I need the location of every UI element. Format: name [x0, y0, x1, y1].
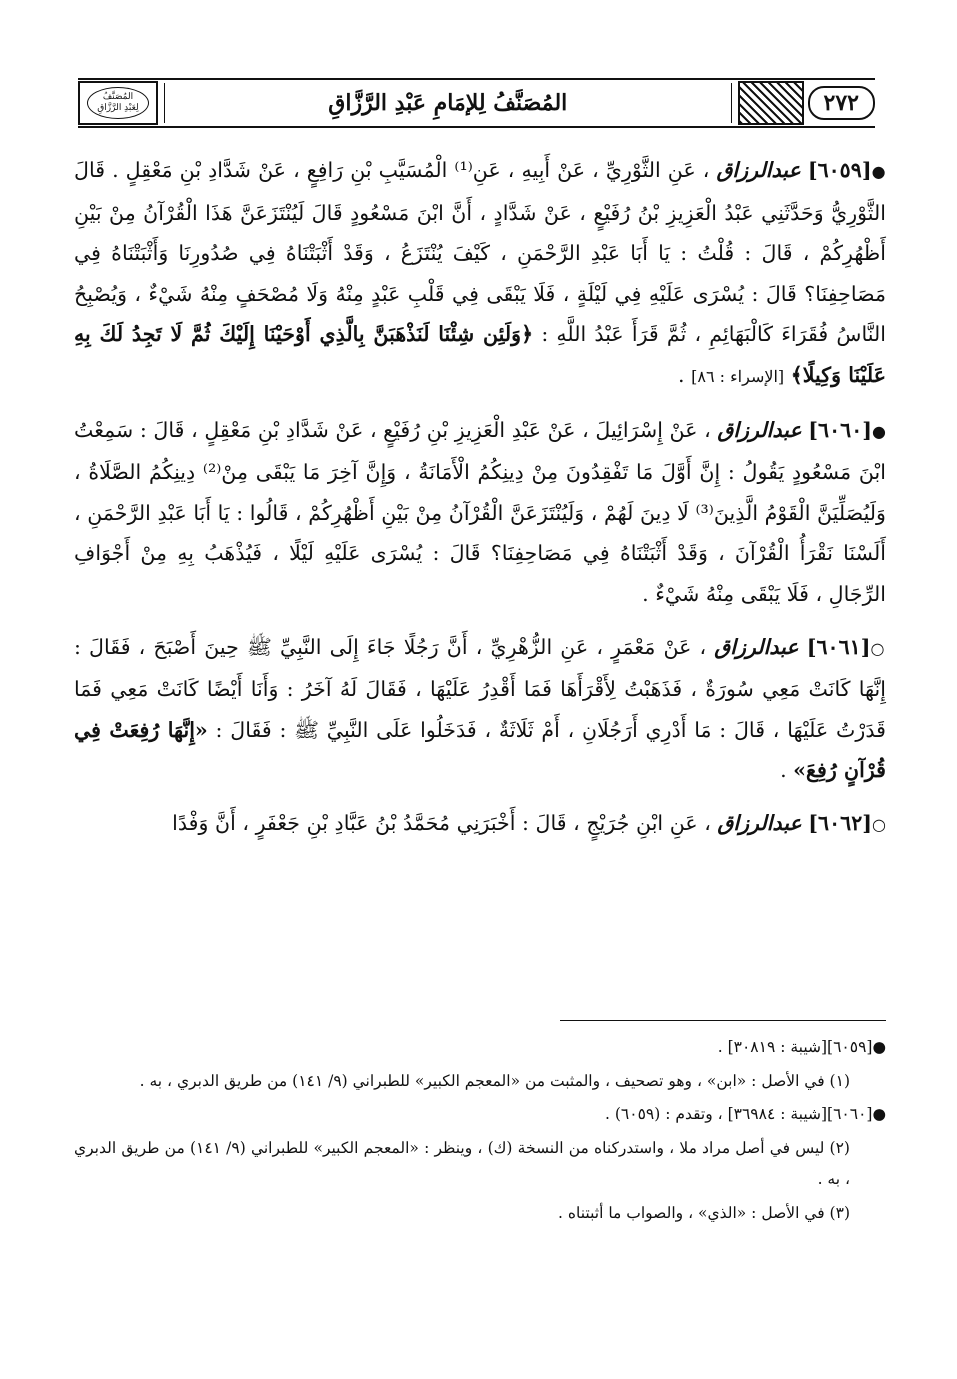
main-text — [74, 150, 886, 858]
arabesque-ornament-icon — [738, 81, 804, 125]
footnote-source-6059: ●[٦٠٥٩][شيبة : ٣٠٨١٩] . — [717, 1038, 886, 1056]
header-title: المُصَنَّفُ لِلإمَامِ عَبْدِ الرَّزَّاقِ — [328, 90, 568, 116]
footnote-2: (٢) ليس في أصل مراد ملا ، واستدركناه من النسخة (ك) ، وينظر : «المعجم الكبير» للطبراني (٩/ ١٤١) من طريق الدبري ، به . — [74, 1138, 850, 1188]
book-seal — [78, 81, 158, 125]
quran-verse: ﴿وَلَئِن شِئْنَا لَنَذْهَبَنَّ بِالَّذِي أَوْحَيْنَا إِلَيْكَ ثُمَّ لَا تَجِدُ لَكَ بِهِ عَلَيْنَا وَكِيلًا﴾ — [74, 322, 886, 387]
narrator-name: عبدالرزاق — [716, 158, 801, 182]
hadith-text: ، عَنِ الثَّوْرِيِّ ، عَنْ أَبِيهِ ، عَنِ⁽¹⁾ الْمُسَيَّبِ بْنِ رَافِعٍ ، عَنْ شَدَّادِ بْنِ مَعْقِلٍ . قَالَ الثَّوْرِيُّ وَحَدَّثَنِي عَبْدُ الْعَزِيزِ بْنُ رُفَيْعٍ ، عَنْ شَدَّادٍ ، أَنَّ ابْنَ مَسْعُودٍ قَالَ لَيُنْتَزَعَنَّ هَذَا الْقُرْآنُ مِنْ بَيْنِ أَظْهُرِكُمْ ، قَالَ : قُلْتُ : يَا أَبَا عَبْدِ الرَّحْمَنِ ، كَيْفَ يُنْتَزَعُ ، وَقَدْ أَثْبَتْنَاهُ فِي صُدُورِنَا وَأَثْبَتْنَاهُ فِي مَصَاحِفِنَا؟ قَالَ : يُسْرَى عَلَيْهِ فِي لَيْلَةٍ ، فَلَا يَبْقَى فِي قَلْبِ عَبْدٍ مِنْهُ وَلَا مُصْحَفٍ مِنْهُ شَيْءٌ ، وَيُصْبِحُ النَّاسُ فُقَرَاءَ كَالْبَهَائِمِ ، ثُمَّ قَرَأَ عَبْدُ اللَّهِ : — [74, 158, 887, 347]
footnote-separator — [560, 1020, 886, 1021]
running-header — [78, 78, 875, 128]
hadith-number: [٦٠٦٢] — [808, 810, 873, 835]
bullet-marker: ● — [871, 162, 887, 181]
hadith-number: [٦٠٦١] — [806, 634, 871, 659]
circle-marker: ○ — [872, 814, 886, 834]
narrator-name: عبدالرزاق — [714, 634, 799, 659]
bullet-marker: ● — [872, 421, 887, 441]
narrator-name: عبدالرزاق — [717, 417, 802, 442]
seal-icon — [87, 87, 149, 119]
footnote-source-6060: ●[٦٠٦٠][شيبة : ٣٦٩٨٤] ، وتقدم : (٦٠٥٩) . — [605, 1105, 886, 1123]
hadith-6062 — [74, 803, 886, 846]
seal-line-2: لِعَبْدِ الرَّزَّاقِ — [97, 103, 139, 113]
hadith-end: . — [678, 362, 692, 387]
hadith-6061 — [74, 627, 886, 791]
footnote-3: (٣) في الأصل : «الذي» ، والصواب ما أثبتناه . — [558, 1203, 850, 1222]
hadith-text: ، عَنْ مَعْمَرٍ ، عَنِ الزُّهْرِيِّ ، أَنَّ رَجُلًا جَاءَ إِلَى النَّبِيِّ ﷺ حِينَ أَصْبَحَ ، فَقَالَ : إِنَّهَا كَانَتْ مَعِي سُورَةٌ ، فَذَهَبْتُ لِأَقْرَأَهَا فَمَا أَقْدِرُ عَلَيْهَا ، فَقَالَ لَهُ آخَرُ : وَأَنَا أَيْضًا كَانَتْ مَعِي فَمَا قَدَرْتُ عَلَيْهَا ، قَالَ : مَا أَدْرِي أَرَجُلَانِ ، أَمْ ثَلَاثَةٌ ، فَدَخَلُوا عَلَى النَّبِيِّ ﷺ : فَقَالَ : — [74, 634, 887, 742]
footnotes — [74, 1032, 886, 1231]
hadith-number: [٦٠٥٩] — [807, 158, 872, 182]
hadith-text: ، عَنْ إِسْرَائِيلَ ، عَنْ عَبْدِ الْعَزِيزِ بْنِ رُفَيْعٍ ، عَنْ شَدَّادِ بْنِ مَعْقِلٍ ، قَالَ : سَمِعْتُ ابْنَ مَسْعُودٍ يَقُولُ : إِنَّ أَوَّلَ مَا تَفْقِدُونَ مِنْ دِينِكُمُ الْأَمَانَةُ ، وَإِنَّ آخِرَ مَا يَبْقَى مِنْ⁽²⁾ دِينِكُمُ الصَّلَاةُ ، وَلَيُصَلِّيَنَّ الْقَوْمُ الَّذِينَ⁽³⁾ لَا دِينَ لَهُمْ ، وَلَيُنْتَزَعَنَّ الْقُرْآنُ مِنْ بَيْنِ أَظْهُرِكُمْ ، قَالُوا : يَا أَبَا عَبْدِ الرَّحْمَنِ ، أَلَسْنَا نَقْرَأُ الْقُرْآنَ ، وَقَدْ أَثْبَتْنَاهُ فِي مَصَاحِفِنَا؟ قَالَ : يُسْرَى عَلَيْهِ لَيْلًا ، فَيُذْهَبُ بِهِ مِنْ أَجْوَافِ الرِّجَالِ ، فَلَا يَبْقَى مِنْهُ شَيْءٌ . — [74, 417, 886, 606]
hadith-6059 — [74, 150, 886, 398]
hadith-text: ، عَنِ ابْنِ جُرَيْجٍ ، قَالَ : أَخْبَرَنِي مُحَمَّدُ بْنُ عَبَّادِ بْنِ جَعْفَرٍ ، أَنَّ وَفْدًا — [172, 810, 711, 835]
verse-source: [الإسراء : ٨٦] — [691, 366, 785, 386]
footnote-1: (١) في الأصل : «ابن» ، وهو تصحيف ، والمثبت من «المعجم الكبير» للطبراني (٩/ ١٤١) من طريق الدبري ، به . — [139, 1071, 850, 1090]
circle-marker: ○ — [870, 638, 886, 658]
hadith-end: . — [780, 758, 794, 783]
hadith-6060 — [74, 410, 886, 615]
page-number: ٢٧٢ — [808, 86, 875, 120]
prophetic-quote: «إِنَّهَا رُفِعَتْ فِي قُرْآنٍ رُفِعَ» — [74, 717, 886, 783]
header-title-frame — [164, 83, 732, 123]
narrator-name: عبدالرزاق — [717, 810, 802, 835]
seal-line-1: المُصَنَّفُ — [102, 92, 134, 102]
hadith-number: [٦٠٦٠] — [808, 417, 873, 442]
